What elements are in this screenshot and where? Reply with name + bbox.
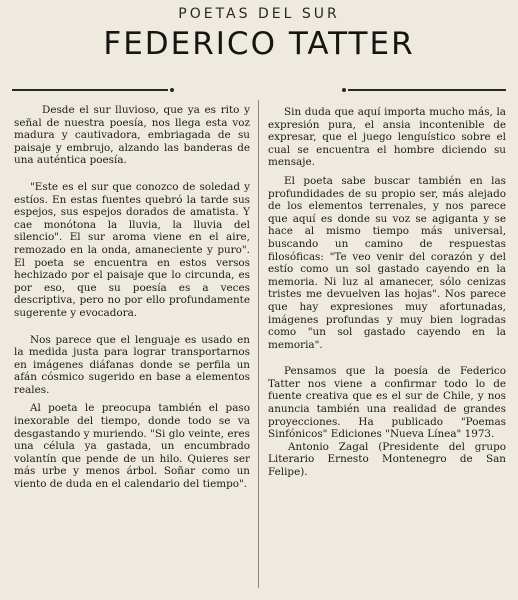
rule-dot-left xyxy=(170,88,174,92)
paragraph: Pensamos que la poesía de Federico Tatter nos viene a confirmar todo lo de fuente creativa que es el sur de Chile, y nos anuncia también una realidad de grandes proyecciones. Ha publicado "Poemas Sinfónicos" Ediciones "Nueva Línea" 1973. xyxy=(268,365,506,441)
paragraph: Nos parece que el lenguaje es usado en la medida justa para lograr transportarnos en imágenes diáfanas donde se perfila un afán cósmico sugerido en base a elementos reales. xyxy=(14,333,250,396)
headline-rule-left xyxy=(12,89,168,91)
paragraph: Sin duda que aquí importa mucho más, la expresión pura, el ansia incontenible de expresar, que el juego lenguístico sobre el cual se encuentra el hombre diciendo su mensaje. xyxy=(268,106,506,169)
article-column-right xyxy=(268,106,506,479)
section-kicker: POETAS DEL SUR xyxy=(178,6,340,22)
paragraph: Al poeta le preocupa también el paso inexorable del tiempo, donde todo se va desgastando y muriendo. "Si glo veinte, eres una célula ya gastada, un encumbrado volantín que pende de un hilo. Quieres ser más urbe y menos árbol. Soñar como un viento de duda en el calendario del tiempo". xyxy=(14,402,250,491)
column-divider xyxy=(258,100,259,588)
paragraph: Desde el sur lluvioso, que ya es rito y señal de nuestra poesía, nos llega esta voz madura y cautivadora, embriagada de su paisaje y embrujo, alzando las banderas de una auténtica poesía. xyxy=(14,104,250,167)
article-headline: FEDERICO TATTER xyxy=(103,26,415,62)
article-column-left xyxy=(14,104,250,491)
author-signature: Antonio Zagal (Presidente del grupo Literario Ernesto Montenegro de San Felipe). xyxy=(268,440,506,479)
paragraph: "Este es el sur que conozco de soledad y estíos. En estas fuentes quebró la tarde sus espejos, sus espejos dorados de amatista. Y cae monótona la lluvia, la lluvia del silencio". El sur aroma viene en el aire, remozado en la onda, amaneciente y puro". El poeta se encuentra en estos versos hechizado por el paisaje que lo circunda, es por eso, que su poesía es a veces descriptiva, pero no por ello profundamente sugerente y evocadora. xyxy=(14,180,250,319)
headline-rule-right xyxy=(348,89,506,91)
rule-dot-right xyxy=(342,88,346,92)
paragraph: El poeta sabe buscar también en las profundidades de su propio ser, más alejado de los elementos terrenales, y nos parece que aquí es donde su voz se agiganta y se hace al mismo tiempo más universal, buscando un camino de respuestas filosóficas: "Te veo venir del corazón y del estío como un sol gastado cayendo en la memoria. Ni luz al amanecer, sólo cenizas tristes me devuelven las hojas". Nos parece que hay expresiones muy afortunadas, imágenes profundas y muy bien logradas como "un sol gastado cayendo en la memoria". xyxy=(268,174,506,351)
